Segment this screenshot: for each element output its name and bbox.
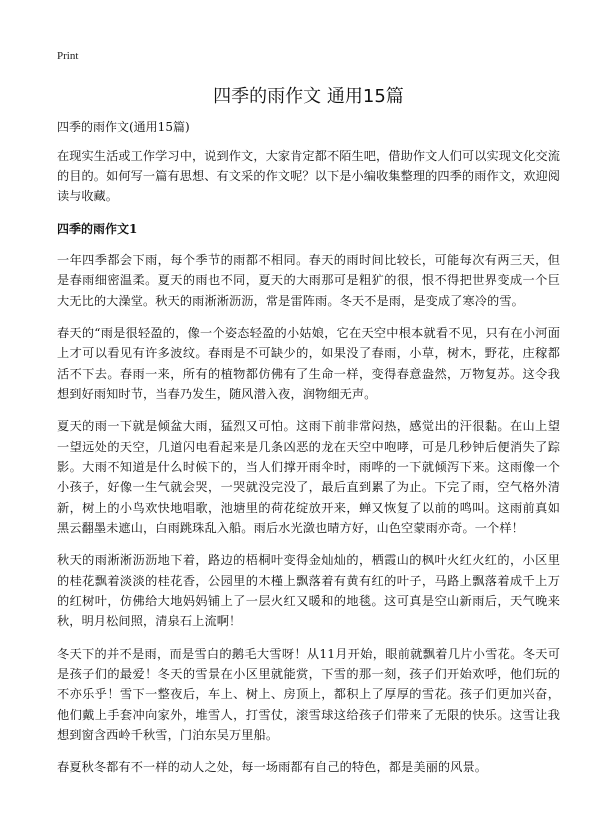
essay-paragraph-6: 春夏秋冬都有不一样的动人之处，每一场雨都有自己的特色，都是美丽的风景。 (57, 760, 488, 775)
print-link[interactable]: Print (57, 50, 79, 62)
page-title: 四季的雨作文 通用15篇 (213, 86, 404, 107)
essay-paragraph-4: 秋天的雨淅淅沥沥地下着，路边的梧桐叶变得金灿灿的，栖霞山的枫叶火红火红的，小区里的桂花飘着淡淡的桂花香，公园里的木槿上飘落着有黄有红的叶子，马路上飘落着成千上万的红树叶，仿佛给大地妈妈铺上了一层火红又暖和的地毯。这可真是空山新雨后，天气晚来秋，明月松间照，清泉石上流啊！ (57, 553, 560, 629)
essay-paragraph-5: 冬天下的并不是雨，而是雪白的鹅毛大雪呀！从11月开始，眼前就飘着几片小雪花。冬天可是孩子们的最爱！冬天的雪景在小区里就能赏，下雪的那一刻，孩子们开始欢呼，他们玩的不亦乐乎！雪下一整夜后，车上、树上、房顶上，都积上了厚厚的雪花。孩子们更加兴奋，他们戴上手套冲向家外，堆雪人，打雪仗，滚雪球这给孩子们带来了无限的快乐。这雪让我想到窗含西岭千秋雪，门泊东吴万里船。 (57, 646, 560, 742)
essay-paragraph-2: 春天的“雨是很轻盈的，像一个姿态轻盈的小姑娘，它在天空中根本就看不见，只有在小河面上才可以看见有许多波纹。春雨是不可缺少的，如果没了春雨，小草，树木，野花，庄稼都活不下去。春雨一来，所有的植物都仿佛有了生命一样，变得春意盎然，万物复苏。这令我想到好雨知时节，当春乃发生，随风潜入夜，润物细无声。 (57, 326, 560, 401)
essay-paragraph-1: 一年四季都会下雨，每个季节的雨都不相同。春天的雨时间比较长，可能每次有两三天，但是春雨细密温柔。夏天的雨也不同，夏天的大雨那可是粗犷的很，恨不得把世界变成一个巨大无比的大澡堂。秋天的雨淅淅沥沥，常是雷阵雨。冬天不是雨，是变成了寒冷的雪。 (57, 253, 560, 308)
essay-body (57, 250, 560, 778)
intro-paragraph: 在现实生活或工作学习中，说到作文，大家肯定都不陌生吧，借助作文人们可以实现文化交流的目的。如何写一篇有思想、有文采的作文呢？以下是小编收集整理的四季的雨作文，欢迎阅读与收藏。 (57, 149, 560, 203)
essay-paragraph-3: 夏天的雨一下就是倾盆大雨，猛烈又可怕。这雨下前非常闷热，感觉出的汗很黏。在山上望一望远处的天空，几道闪电看起来是几条凶恶的龙在天空中咆哮，可是几秒钟后便消失了踪影。大雨不知道是什么时候下的，当人们撑开雨伞时，雨哗的一下就倾泻下来。这雨像一个小孩子，好像一生气就会哭，一哭就没完没了，最后直到累了为止。下完了雨，空气格外清新，树上的小鸟欢快地唱歌，池塘里的荷花绽放开来，蝉又恢复了以前的鸣叫。这雨前真如黑云翻墨未遮山，白雨跳珠乱入船。雨后水光潋也晴方好，山色空蒙雨亦奇。一个样！ (57, 419, 560, 535)
section-heading: 四季的雨作文1 (57, 222, 138, 236)
document-subtitle: 四季的雨作文(通用15篇) (57, 120, 190, 134)
